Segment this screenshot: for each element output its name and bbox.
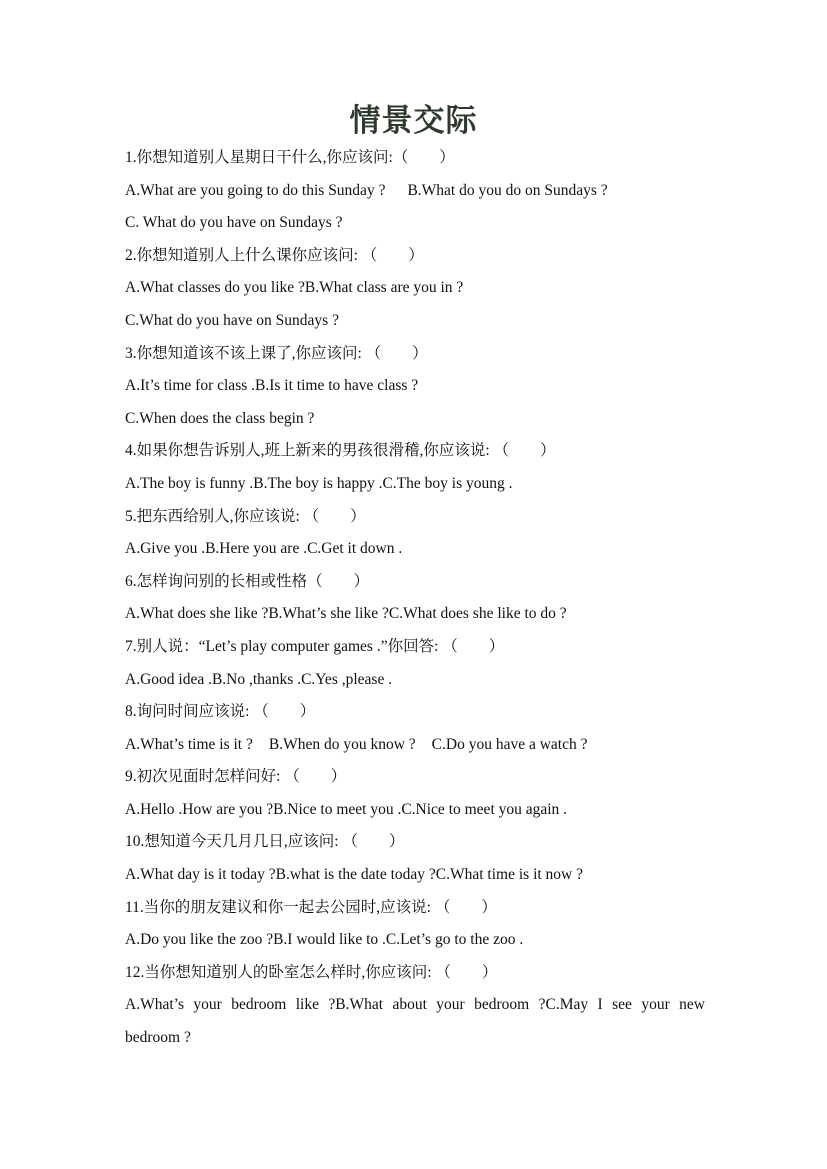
question-2-options-ab: A.What classes do you like ?B.What class are you in ? bbox=[125, 279, 464, 297]
question-3-option-c: C.When does the class begin ? bbox=[125, 409, 315, 427]
question-10: 10.想知道今天几月几日,应该问: （ ） bbox=[125, 833, 405, 851]
question-8-options bbox=[125, 729, 705, 762]
page-title: 情景交际 bbox=[349, 103, 478, 138]
question-5: 5.把东西给别人,你应该说: （ ） bbox=[125, 507, 366, 525]
question-12-options-continued: bedroom ? bbox=[125, 1029, 191, 1047]
question-list bbox=[125, 142, 705, 1055]
question-9: 9.初次见面时怎样问好: （ ） bbox=[125, 768, 347, 786]
question-6-options: A.What does she like ?B.What’s she like ?C.What does she like to do ? bbox=[125, 605, 567, 623]
question-12: 12.当你想知道别人的卧室怎么样时,你应该问: （ ） bbox=[125, 963, 498, 981]
question-12-options: A.What’s your bedroom like ?B.What about your bedroom ?C.May I see your new bbox=[125, 996, 705, 1014]
question-1-option-c: C. What do you have on Sundays ? bbox=[125, 214, 343, 232]
question-8: 8.询问时间应该说: （ ） bbox=[125, 703, 316, 721]
question-7: 7.别人说：“Let’s play computer games .”你回答: （ ） bbox=[125, 637, 505, 655]
question-2: 2.你想知道别人上什么课你应该问: （ ） bbox=[125, 246, 424, 264]
question-4-options: A.The boy is funny .B.The boy is happy .C.The boy is young . bbox=[125, 474, 513, 492]
question-3-options-ab: A.It’s time for class .B.Is it time to have class ? bbox=[125, 377, 419, 395]
question-8-option-c: C.Do you have a watch ? bbox=[431, 735, 588, 753]
question-7-options: A.Good idea .B.No ,thanks .C.Yes ,please . bbox=[125, 670, 393, 688]
question-2-option-c: C.What do you have on Sundays ? bbox=[125, 311, 339, 329]
question-10-options: A.What day is it today ?B.what is the date today ?C.What time is it now ? bbox=[125, 866, 584, 884]
question-3: 3.你想知道该不该上课了,你应该问: （ ） bbox=[125, 344, 428, 362]
question-8-option-a: A.What’s time is it ? bbox=[125, 735, 253, 753]
question-6: 6.怎样询问别的长相或性格（ ） bbox=[125, 572, 370, 590]
question-11-options: A.Do you like the zoo ?B.I would like to .C.Let’s go to the zoo . bbox=[125, 931, 524, 949]
question-4: 4.如果你想告诉别人,班上新来的男孩很滑稽,你应该说: （ ） bbox=[125, 442, 556, 460]
question-11: 11.当你的朋友建议和你一起去公园时,应该说: （ ） bbox=[125, 898, 497, 916]
question-5-options: A.Give you .B.Here you are .C.Get it down . bbox=[125, 540, 403, 558]
question-1: 1.你想知道别人星期日干什么,你应该问:（ ） bbox=[125, 149, 455, 166]
question-1-option-a: A.What are you going to do this Sunday ? bbox=[125, 181, 386, 199]
question-8-option-b: B.When do you know ? bbox=[268, 735, 416, 753]
question-1-options bbox=[125, 175, 705, 208]
question-9-options: A.Hello .How are you ?B.Nice to meet you .C.Nice to meet you again . bbox=[125, 800, 568, 818]
question-1-option-b: B.What do you do on Sundays ? bbox=[407, 181, 608, 199]
